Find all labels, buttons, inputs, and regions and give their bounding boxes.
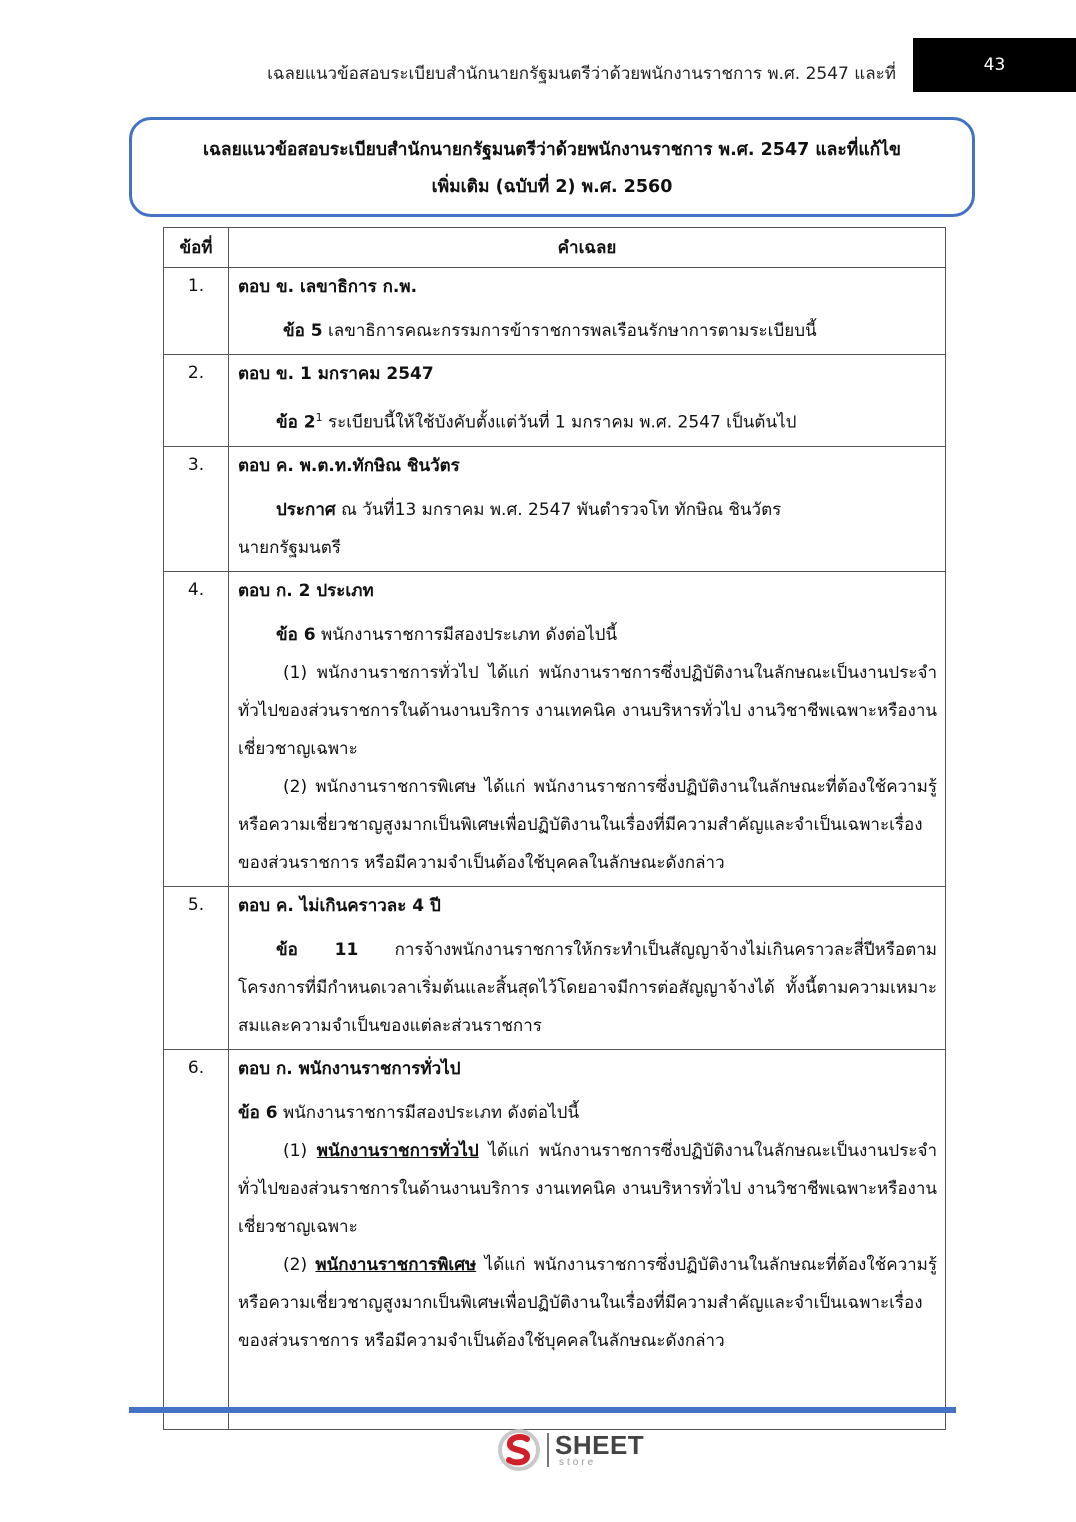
answer-cell	[229, 571, 946, 886]
question-number: 3.	[164, 446, 229, 571]
term-special-staff: พนักงานราชการพิเศษ	[315, 1254, 477, 1275]
paragraph-number: (1)	[283, 1140, 317, 1161]
column-header-no: ข้อที่	[164, 228, 229, 268]
answer-choice: ตอบ ข. 1 มกราคม 2547	[238, 364, 434, 384]
document-title-box	[129, 117, 975, 217]
answer-choice: ตอบ ก. พนักงานราชการทั่วไป	[238, 1058, 461, 1079]
running-header	[0, 38, 1076, 92]
logo-subword: store	[559, 1457, 597, 1468]
logo-word: SHEET	[555, 1430, 645, 1460]
paragraph-number: (2)	[283, 1254, 316, 1275]
question-number: 1.	[164, 268, 229, 355]
document-title-line-2: เพิ่มเติม (ฉบับที่ 2) พ.ศ. 2560	[431, 177, 673, 197]
reference-label: ข้อ 6	[238, 1102, 278, 1123]
answer-cell	[229, 446, 946, 571]
logo-s-icon	[497, 1428, 541, 1472]
reference	[238, 931, 937, 1045]
paragraph-text: ได้แก่ พนักงานราชการซึ่งปฏิบัติงานในลักษณะเป็นงานประจำทั่วไปของส่วนราชการในด้านงานบริการ งานเทคนิค งานบริหารทั่วไป งานวิชาชีพเฉพาะหรืองานเชี่ยวชาญเฉพาะ	[238, 1140, 937, 1237]
paragraph-general-staff: (1) พนักงานราชการทั่วไป ได้แก่ พนักงานราชการซึ่งปฏิบัติงานในลักษณะเป็นงานประจำทั่วไปของส่วนราชการในด้านงานบริการ งานเทคนิค งานบริหารทั่วไป งานวิชาชีพเฉพาะหรืองานเชี่ยวชาญเฉพาะ	[238, 662, 937, 759]
answer-choice: ตอบ ข. เลขาธิการ ก.พ.	[238, 277, 418, 297]
answer-cell	[229, 886, 946, 1049]
term-general-staff: พนักงานราชการทั่วไป	[316, 1140, 479, 1161]
reference-text: การจ้างพนักงานราชการให้กระทำเป็นสัญญาจ้างไม่เกินคราวละสี่ปีหรือตามโครงการที่มีกำหนดเวลาเริ่มต้นและสิ้นสุดไว้โดยอาจมีการต่อสัญญาจ้างได้ ทั้งนี้ตามความเหมาะสมและความจำเป็นของแต่ละส่วนราชการ	[238, 939, 937, 1036]
question-number: 5.	[164, 886, 229, 1049]
reference-label: ข้อ 11	[276, 939, 359, 960]
reference-label: ประกาศ	[276, 499, 336, 520]
column-header-answer: คำเฉลย	[229, 228, 946, 268]
reference	[238, 399, 937, 442]
reference-text: ระเบียบนี้ให้ใช้บังคับตั้งแต่วันที่ 1 มกราคม พ.ศ. 2547 เป็นต้นไป	[322, 412, 797, 433]
reference-text: พนักงานราชการมีสองประเภท ดังต่อไปนี้	[315, 624, 618, 645]
reference	[238, 491, 937, 529]
answer-choice: ตอบ ค. ไม่เกินคราวละ 4 ปี	[238, 895, 441, 916]
reference-label: ข้อ 2	[276, 412, 316, 433]
table-row	[164, 886, 946, 1049]
table-row	[164, 1049, 946, 1429]
answer-cell	[229, 268, 946, 355]
reference-text: เลขาธิการคณะกรรมการข้าราชการพลเรือนรักษาการตามระเบียบนี้	[322, 321, 817, 341]
question-number: 2.	[164, 355, 229, 447]
footer-rule	[129, 1407, 956, 1413]
footnote-marker: 1	[315, 411, 323, 424]
reference	[238, 616, 937, 654]
table-row	[164, 268, 946, 355]
answer-choice: ตอบ ค. พ.ต.ท.ทักษิณ ชินวัตร	[238, 455, 460, 476]
reference-label: ข้อ 6	[276, 624, 316, 645]
table-header-row	[164, 228, 946, 268]
sheet-store-logo	[497, 1426, 657, 1474]
answer-cell	[229, 355, 946, 447]
reference-text-continued: นายกรัฐมนตรี	[238, 537, 341, 558]
paragraph-special-staff: (2) พนักงานราชการพิเศษ ได้แก่ พนักงานราชการซึ่งปฏิบัติงานในลักษณะที่ต้องใช้ความรู้หรือความเชี่ยวชาญสูงมากเป็นพิเศษเพื่อปฏิบัติงานในเรื่องที่มีความสำคัญและจำเป็นเฉพาะเรื่องของส่วนราชการ หรือมีความจำเป็นต้องใช้บุคคลในลักษณะดังกล่าว	[238, 776, 937, 873]
logo-text	[555, 1432, 644, 1468]
table-row	[164, 571, 946, 886]
answer-cell	[229, 1049, 946, 1429]
page-number-box	[913, 38, 1076, 92]
reference-text: ณ วันที่13 มกราคม พ.ศ. 2547 พันตำรวจโท ทักษิณ ชินวัตร	[335, 499, 782, 520]
answer-choice: ตอบ ก. 2 ประเภท	[238, 580, 374, 601]
table-row	[164, 446, 946, 571]
reference	[238, 1094, 937, 1132]
document-title-line-1: เฉลยแนวข้อสอบระเบียบสำนักนายกรัฐมนตรีว่าด้วยพนักงานราชการ พ.ศ. 2547 และที่แก้ไข	[203, 140, 901, 160]
paragraph-special-staff	[238, 1246, 937, 1360]
reference-text: พนักงานราชการมีสองประเภท ดังต่อไปนี้	[277, 1102, 580, 1123]
answer-table	[163, 227, 946, 1430]
running-title: เฉลยแนวข้อสอบระเบียบสำนักนายกรัฐมนตรีว่าด้วยพนักงานราชการ พ.ศ. 2547 และที่	[267, 64, 896, 84]
question-number: 6.	[164, 1049, 229, 1429]
table-row	[164, 355, 946, 447]
paragraph-text: ได้แก่ พนักงานราชการซึ่งปฏิบัติงานในลักษณะที่ต้องใช้ความรู้หรือความเชี่ยวชาญสูงมากเป็นพิเศษเพื่อปฏิบัติงานในเรื่องที่มีความสำคัญและจำเป็นเฉพาะเรื่องของส่วนราชการ หรือมีความจำเป็นต้องใช้บุคคลในลักษณะดังกล่าว	[238, 1254, 937, 1351]
reference	[238, 312, 937, 350]
paragraph-general-staff	[238, 1132, 937, 1246]
page-number: 43	[983, 55, 1006, 75]
logo-separator	[547, 1433, 549, 1467]
question-number: 4.	[164, 571, 229, 886]
reference-label: ข้อ 5	[283, 321, 323, 341]
